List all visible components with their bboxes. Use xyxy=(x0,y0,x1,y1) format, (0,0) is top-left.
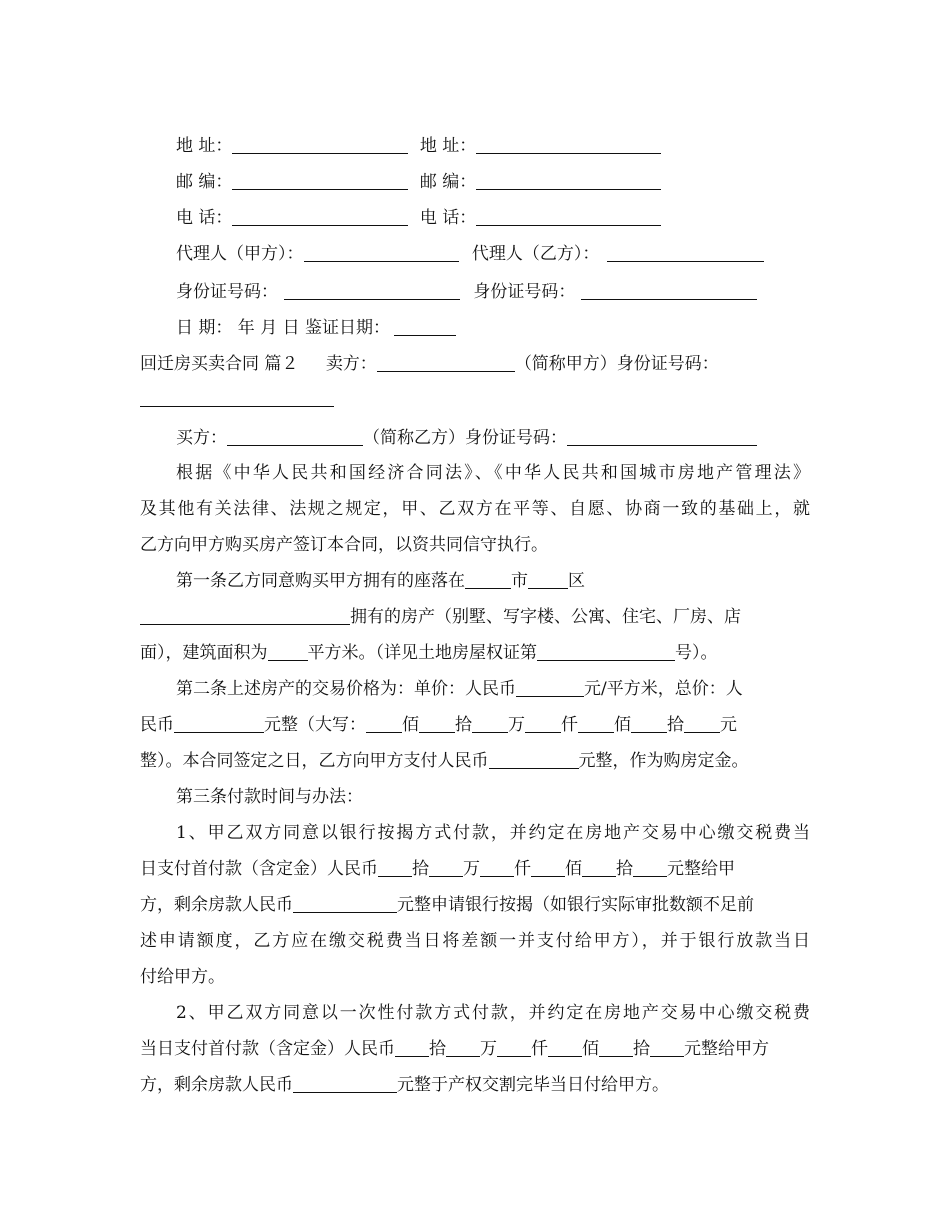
art3-item2-text-b: 当日支付首付款（含定金）人民币 xyxy=(140,1039,395,1059)
address-label-a: 地 址： xyxy=(176,136,233,156)
p2-bai-blank[interactable] xyxy=(548,1038,582,1057)
art3-title: 第三条付款时间与办法： xyxy=(176,787,363,807)
art1-text-f: 平方米。（详见土地房屋权证第 xyxy=(307,643,537,663)
buyer-row xyxy=(176,426,810,450)
art3-item2-text-c: 方，剩余房款人民币 xyxy=(140,1075,293,1095)
p2-remaining-blank[interactable] xyxy=(293,1074,397,1093)
phone-label-a: 电 话： xyxy=(176,208,233,228)
address-label-b: 地 址： xyxy=(419,136,477,156)
art1-text-a: 第一条乙方同意购买甲方拥有的座落在 xyxy=(176,571,465,591)
cap-bai2-blank[interactable] xyxy=(578,714,614,733)
postcode-label-b: 邮 编： xyxy=(419,172,477,192)
art3-item2-text-d: 元整于产权交割完毕当日付给甲方。 xyxy=(397,1075,669,1095)
cap-qian-blank[interactable] xyxy=(525,714,561,733)
p1-qian-blank[interactable] xyxy=(480,858,514,877)
unit-bai-2: 佰 xyxy=(614,715,631,735)
phone-label-b: 电 话： xyxy=(419,208,477,228)
agent-a-blank[interactable] xyxy=(304,243,459,262)
seller-note: （简称甲方）身份证号码： xyxy=(514,354,719,374)
art1-district: 区 xyxy=(568,571,585,591)
para1-line2: 及其他有关法律、法规之规定，甲、乙双方在平等、自愿、协商一致的基础上，就 xyxy=(140,499,810,519)
art2-text-a: 第二条上述房产的交易价格为：单价：人民币 xyxy=(176,679,516,699)
id-label-a: 身份证号码： xyxy=(176,282,278,302)
art3-item1-line3 xyxy=(140,893,810,917)
id-row xyxy=(176,280,810,304)
art2-text-b: 元/平方米，总价：人 xyxy=(584,679,743,699)
art1-line2 xyxy=(140,605,810,629)
art1-line1 xyxy=(176,569,810,593)
p1-remaining-blank[interactable] xyxy=(293,894,397,913)
p2-unit-shi: 拾 xyxy=(429,1039,446,1059)
art3-item2-line3 xyxy=(140,1073,810,1097)
unit-qian: 仟 xyxy=(561,715,578,735)
agent-b-label: 代理人（乙方）： xyxy=(471,244,600,264)
art3-item1-text-d: 元整申请银行按揭（如银行实际审批数额不足前 xyxy=(397,895,754,915)
p1-shi-blank[interactable] xyxy=(378,858,412,877)
p2-yuan-blank[interactable] xyxy=(650,1038,684,1057)
location-blank[interactable] xyxy=(140,606,350,625)
verify-date-blank[interactable] xyxy=(394,317,456,336)
postcode-row xyxy=(176,170,810,194)
p2-shi2-blank[interactable] xyxy=(599,1038,633,1057)
buyer-label: 买方： xyxy=(176,428,227,448)
cap-bai-blank[interactable] xyxy=(366,714,402,733)
art2-line2 xyxy=(140,713,810,737)
art1-line3 xyxy=(140,641,810,665)
art3-item1-line2 xyxy=(140,857,810,881)
art3-item1-line1: 1、甲乙双方同意以银行按揭方式付款，并约定在房地产交易中心缴交税费当 xyxy=(176,823,810,843)
buyer-blank[interactable] xyxy=(227,427,363,446)
art1-text-e: 面），建筑面积为 xyxy=(140,643,268,663)
agent-b-blank[interactable] xyxy=(607,243,764,262)
p2-text-yuan: 元整给甲方 xyxy=(684,1039,769,1059)
art3-item1-text-c: 方，剩余房款人民币 xyxy=(140,895,293,915)
p2-qian-blank[interactable] xyxy=(497,1038,531,1057)
art1-city: 市 xyxy=(511,571,528,591)
date-row xyxy=(176,316,810,340)
art2-text-e: 整）。本合同签定之日，乙方向甲方支付人民币 xyxy=(140,751,489,771)
address-blank-a[interactable] xyxy=(232,135,408,154)
art2-line1 xyxy=(176,677,810,701)
unit-yuan: 元 xyxy=(720,715,737,735)
id-blank-a[interactable] xyxy=(284,281,460,300)
contract-title: 回迁房买卖合同 篇２ xyxy=(140,354,299,374)
postcode-blank-b[interactable] xyxy=(476,171,661,190)
art3-item2-line1: 2、甲乙双方同意以一次性付款方式付款，并约定在房地产交易中心缴交税费 xyxy=(176,1003,810,1023)
art2-text-f: 元整，作为购房定金。 xyxy=(578,751,749,771)
buyer-id-blank[interactable] xyxy=(567,427,757,446)
art2-text-c: 民币 xyxy=(140,715,174,735)
art3-item1-text-b: 日支付首付款（含定金）人民币 xyxy=(140,859,378,879)
p2-unit-wan: 万 xyxy=(480,1039,497,1059)
para1-line1: 根据《中华人民共和国经济合同法》、《中华人民共和国城市房地产管理法》 xyxy=(176,463,810,483)
p1-wan-blank[interactable] xyxy=(429,858,463,877)
agent-a-label: 代理人（甲方）： xyxy=(176,244,304,264)
phone-blank-a[interactable] xyxy=(232,207,408,226)
p1-shi2-blank[interactable] xyxy=(582,858,616,877)
buyer-note: （简称乙方）身份证号码： xyxy=(363,428,567,448)
art3-item1-line4: 述申请额度，乙方应在缴交税费当日将差额一并支付给甲方），并于银行放款当日 xyxy=(140,931,810,951)
p2-unit-bai: 佰 xyxy=(582,1039,599,1059)
cap-yuan-blank[interactable] xyxy=(684,714,720,733)
art2-text-d: 元整（大写： xyxy=(264,715,366,735)
art3-item2-line2 xyxy=(140,1037,810,1061)
id-label-b: 身份证号码： xyxy=(473,282,576,302)
city-blank[interactable] xyxy=(465,570,511,589)
agent-row xyxy=(176,242,810,266)
p1-unit-bai: 佰 xyxy=(565,859,582,879)
cap-wan-blank[interactable] xyxy=(472,714,508,733)
postcode-blank-a[interactable] xyxy=(232,171,408,190)
art2-line3 xyxy=(140,749,810,773)
art1-text-d: 拥有的房产（别墅、写字楼、公寓、住宅、厂房、店 xyxy=(350,607,741,627)
p1-unit-shi: 拾 xyxy=(412,859,429,879)
address-row xyxy=(176,134,810,158)
unit-wan: 万 xyxy=(508,715,525,735)
seller-id-blank[interactable] xyxy=(140,406,334,407)
art1-text-g: 号）。 xyxy=(675,643,718,663)
p2-wan-blank[interactable] xyxy=(446,1038,480,1057)
unit-shi: 拾 xyxy=(455,715,472,735)
address-blank-b[interactable] xyxy=(476,135,661,154)
p2-shi-blank[interactable] xyxy=(395,1038,429,1057)
p2-unit-qian: 仟 xyxy=(531,1039,548,1059)
p1-unit-qian: 仟 xyxy=(514,859,531,879)
phone-row xyxy=(176,206,810,230)
district-blank[interactable] xyxy=(528,570,568,589)
postcode-label-a: 邮 编： xyxy=(176,172,233,192)
total-price-blank[interactable] xyxy=(174,714,264,733)
p1-unit-wan: 万 xyxy=(463,859,480,879)
unit-bai: 佰 xyxy=(402,715,419,735)
unit-price-blank[interactable] xyxy=(516,678,584,697)
id-blank-b[interactable] xyxy=(581,281,757,300)
date-text: 日 期： 年 月 日 鉴证日期： xyxy=(176,318,391,338)
p1-unit-shi-2: 拾 xyxy=(616,859,633,879)
cap-shi-blank[interactable] xyxy=(419,714,455,733)
cert-number-blank[interactable] xyxy=(537,642,675,661)
p1-bai-blank[interactable] xyxy=(531,858,565,877)
p1-text-yuan: 元整给甲 xyxy=(667,859,735,879)
unit-shi-2: 拾 xyxy=(667,715,684,735)
seller-label: 卖方： xyxy=(325,354,377,374)
p2-unit-shi-2: 拾 xyxy=(633,1039,650,1059)
para1-line3: 乙方向甲方购买房产签订本合同，以资共同信守执行。 xyxy=(140,535,548,555)
p1-yuan-blank[interactable] xyxy=(633,858,667,877)
art3-item1-line5: 付给甲方。 xyxy=(140,967,225,987)
deposit-blank[interactable] xyxy=(489,750,579,769)
area-blank[interactable] xyxy=(268,642,308,661)
cap-shi2-blank[interactable] xyxy=(631,714,667,733)
seller-blank[interactable] xyxy=(377,353,515,372)
phone-blank-b[interactable] xyxy=(476,207,661,226)
contract-title-row xyxy=(140,352,810,376)
